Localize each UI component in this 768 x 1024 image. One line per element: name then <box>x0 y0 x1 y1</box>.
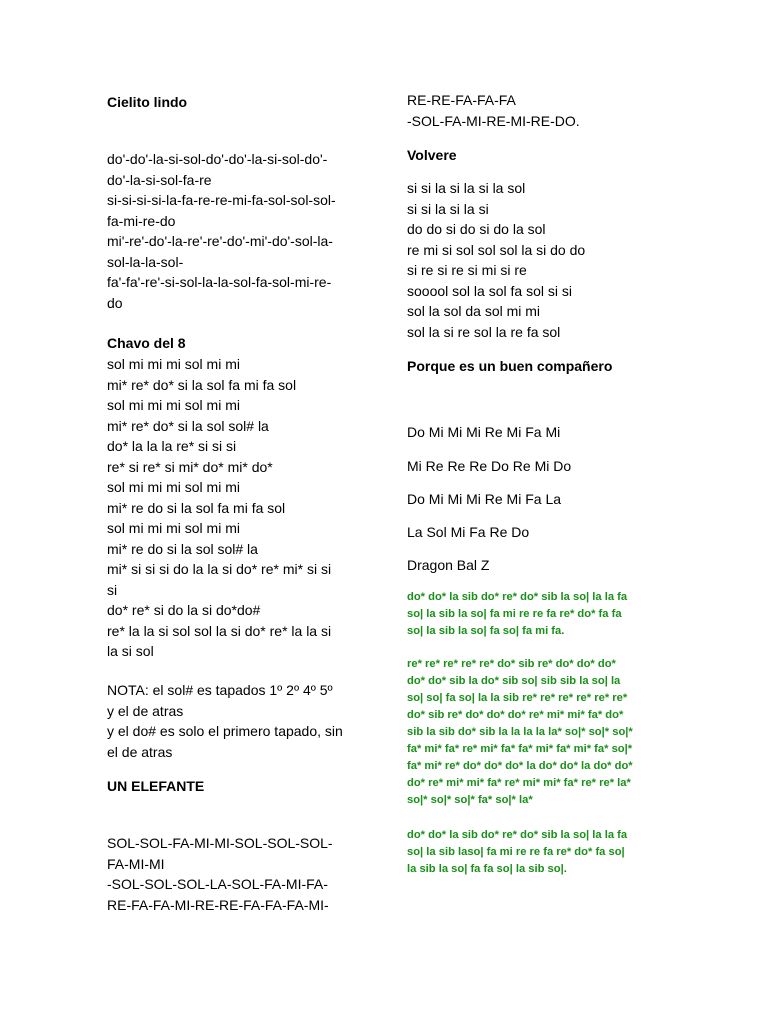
dragon-block-2 <box>407 656 633 809</box>
song-volvere <box>407 145 457 165</box>
note-line: -SOL-FA-MI-RE-MI-RE-DO. <box>407 112 580 129</box>
note-text: y el do# es solo el primero tapado, sin <box>107 723 343 739</box>
song-title: Volvere <box>407 147 457 163</box>
note-line: -SOL-SOL-SOL-LA-SOL-FA-MI-FA- <box>107 876 328 892</box>
song-cielito-lindo <box>107 92 187 112</box>
note-line: so| la sib laso| fa mi re re fa re* do* fa so| <box>407 846 625 858</box>
song-title: Dragon Bal Z <box>407 557 490 573</box>
note-line: so|* so|* so|* fa* so|* la* <box>407 794 533 806</box>
note-line: so| la sib la so| fa mi re re fa re* do* fa fa <box>407 608 622 620</box>
companero-notes <box>407 489 561 510</box>
note-text: y el de atras <box>107 702 184 719</box>
song-chavo-del-8 <box>107 333 186 353</box>
companero-notes <box>407 422 560 443</box>
elefante-continued <box>407 90 580 131</box>
note-line: sol la si re sol la re fa sol <box>407 323 561 340</box>
note-line: mi* re do si la sol fa mi fa sol <box>107 499 286 516</box>
companero-notes <box>407 456 571 477</box>
note-line: mi* re* do* si la sol sol# la <box>107 417 269 434</box>
note-line: sol mi mi mi sol mi mi <box>107 479 240 495</box>
nota-block <box>107 680 343 762</box>
note-line: si si la si la si <box>407 200 489 217</box>
note-line: mi'-re'-do'-la-re'-re'-do'-mi'-do'-sol-la- <box>107 233 333 249</box>
note-line: re* la la si sol sol la si do* re* la la si <box>107 622 332 639</box>
note-line: si-si-si-si-la-fa-re-re-mi-fa-sol-sol-sol- <box>107 192 336 208</box>
note-line: do* do* la sib do* re* do* sib la so| la la fa <box>407 829 628 841</box>
note-line: La Sol Mi Fa Re Do <box>407 524 530 540</box>
note-line: do'-do'-la-si-sol-do'-do'-la-si-sol-do'- <box>107 151 328 167</box>
dragon-block-3 <box>407 827 627 878</box>
note-line: sib la sib do* sib la la la la la* so|* so|* so|* <box>407 726 633 738</box>
note-line: fa'-fa'-re'-si-sol-la-la-sol-fa-sol-mi-re- <box>107 274 332 290</box>
dragon-block-1 <box>407 589 627 640</box>
note-line: SOL-SOL-FA-MI-MI-SOL-SOL-SOL- <box>107 835 333 851</box>
note-line: fa* mi* fa* re* mi* fa* fa* mi* fa* mi* fa* so|* <box>407 743 633 755</box>
song-title: UN ELEFANTE <box>107 778 205 794</box>
note-line: do* do* la sib do* re* do* sib la so| la la fa <box>407 591 628 603</box>
note-line: la si sol <box>107 643 154 659</box>
note-line: do do si do si do la sol <box>407 221 546 237</box>
note-line: re mi si sol sol sol la si do do <box>407 241 586 258</box>
volvere-notes <box>407 178 585 342</box>
note-line: do <box>107 294 123 311</box>
chavo-notes <box>107 354 331 662</box>
note-line: do* re* si do la si do*do# <box>107 602 261 618</box>
note-line: so| la sib la so| fa so| fa mi fa. <box>407 625 565 637</box>
note-line: FA-MI-MI <box>107 855 165 872</box>
note-text: el de atras <box>107 743 173 760</box>
song-title: Porque es un buen compañero <box>407 358 613 374</box>
song-un-elefante <box>107 776 204 796</box>
note-line: so| so| fa so| la la sib re* re* re* re* re* re* <box>407 692 628 704</box>
song-title: Cielito lindo <box>107 94 188 110</box>
note-line: re* si re* si mi* do* mi* do* <box>107 458 273 475</box>
cielito-notes <box>107 149 336 313</box>
companero-notes <box>407 522 529 543</box>
note-line: si si la si la si la sol <box>407 180 526 196</box>
note-line: si re si re si mi si re <box>407 262 527 278</box>
note-line: mi* re* do* si la sol fa mi fa sol <box>107 376 297 393</box>
note-line: re* re* re* re* re* do* sib re* do* do* do* <box>407 658 616 670</box>
note-line: la sib la so| fa fa so| la sib so|. <box>407 863 567 875</box>
song-title: Chavo del 8 <box>107 335 186 351</box>
note-line: do'-la-si-sol-fa-re <box>107 171 212 188</box>
note-line: sol la sol da sol mi mi <box>407 303 541 319</box>
note-line: sol mi mi mi sol mi mi <box>107 520 240 536</box>
note-line: do* la la la re* si si si <box>107 438 237 454</box>
note-line: sol mi mi mi sol mi mi <box>107 397 240 413</box>
note-line: fa-mi-re-do <box>107 212 176 229</box>
note-line: Do Mi Mi Mi Re Mi Fa Mi <box>407 424 561 440</box>
note-line: fa* mi* re* do* do* do* la do* do* la do* do* <box>407 760 633 772</box>
note-line: si <box>107 581 118 598</box>
note-line: Mi Re Re Re Do Re Mi Do <box>407 458 572 474</box>
note-line: RE-FA-FA-MI-RE-RE-FA-FA-FA-MI- <box>107 896 329 913</box>
note-line: do* do* sib la do* sib so| sib sib la so| la <box>407 675 621 687</box>
note-line: sol-la-la-sol- <box>107 253 184 270</box>
note-text: NOTA: el sol# es tapados 1º 2º 4º 5º <box>107 682 333 698</box>
elefante-notes <box>107 833 333 915</box>
song-porque-es-un-buen-companero <box>407 356 612 376</box>
note-line: do* sib re* do* do* do* re* mi* mi* fa* do* <box>407 709 624 721</box>
note-line: mi* si si si do la la si do* re* mi* si si <box>107 561 332 577</box>
note-line: sooool sol la sol fa sol si si <box>407 282 572 299</box>
note-line: sol mi mi mi sol mi mi <box>107 356 240 372</box>
note-line: RE-RE-FA-FA-FA <box>407 92 516 108</box>
note-line: do* re* mi* mi* fa* re* mi* mi* fa* re* re* la* <box>407 777 631 789</box>
note-line: Do Mi Mi Mi Re Mi Fa La <box>407 491 562 507</box>
note-line: mi* re do si la sol sol# la <box>107 540 258 557</box>
song-dragon-bal-z <box>407 555 489 576</box>
